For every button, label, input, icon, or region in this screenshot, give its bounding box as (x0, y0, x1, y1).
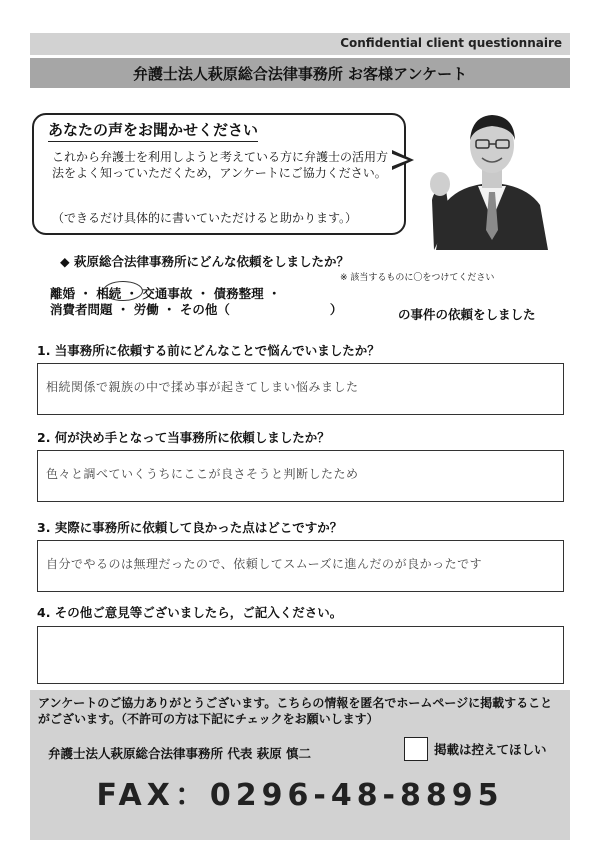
no-publish-label: 掲載は控えてほしい (434, 742, 547, 757)
intro-bubble (32, 113, 406, 235)
request-suffix: の事件の依頼をしました (398, 307, 536, 322)
page-title: 弁護士法人萩原総合法律事務所 お客様アンケート (132, 65, 468, 83)
no-publish-checkbox[interactable] (404, 737, 428, 761)
thanks-text: アンケートのご協力ありがとうございます。こちらの情報を匿名でホームページに掲載することがございます。（不許可の方は下記にチェックをお願いします） (38, 696, 553, 726)
intro-body: これから弁護士を利用しようと考えている方に弁護士の活用方法をよく知っていただくため，アンケートにご協力ください。 (52, 150, 389, 180)
answer-box-3[interactable] (37, 540, 564, 592)
question-1: 1. 当事務所に依頼する前にどんなことで悩んでいましたか？ (37, 343, 380, 358)
answer-2-text: 色々と調べていくうちにここが良さそうと判断したため (46, 467, 359, 481)
answer-box-2[interactable] (37, 450, 564, 502)
lawyer-photo (416, 100, 568, 250)
category-line-2: 消費者問題 ・ 労働 ・ その他（ ） (50, 302, 343, 317)
firm-representative: 弁護士法人萩原総合法律事務所 代表 萩原 慎二 (48, 746, 312, 761)
question-3: 3. 実際に事務所に依頼して良かった点はどこですか？ (37, 520, 343, 535)
answer-3-text: 自分でやるのは無理だったので、依頼してスムーズに進んだのが良かったです (46, 557, 483, 571)
confidential-label: Confidential client questionnaire (340, 36, 562, 50)
answer-box-4[interactable] (37, 626, 564, 684)
request-question: ◆ 萩原総合法律事務所にどんな依頼をしましたか？ (60, 254, 349, 269)
title-bar (30, 58, 570, 88)
footer-panel (30, 690, 570, 840)
intro-note: （できるだけ具体的に書いていただけると助かります。） (52, 211, 358, 225)
answer-box-1[interactable] (37, 363, 564, 415)
bubble-tail-inner (390, 153, 408, 167)
category-line-1: 離婚 ・ 相続 ・ 交通事故 ・ 債務整理 ・ (50, 286, 281, 301)
selected-circle (103, 281, 143, 301)
header-bar (30, 33, 570, 55)
request-note: ※ 該当するものに〇をつけてください (340, 273, 495, 283)
fax-number: FAX：0296-48-8895 (96, 778, 504, 813)
question-2: 2. 何が決め手となって当事務所に依頼しましたか？ (37, 430, 330, 445)
question-4: 4. その他ご意見等ございましたら，ご記入ください。 (37, 605, 343, 620)
answer-1-text: 相続関係で親族の中で揉め事が起きてしまい悩みました (46, 380, 359, 394)
intro-heading: あなたの声をお聞かせください (48, 119, 258, 142)
